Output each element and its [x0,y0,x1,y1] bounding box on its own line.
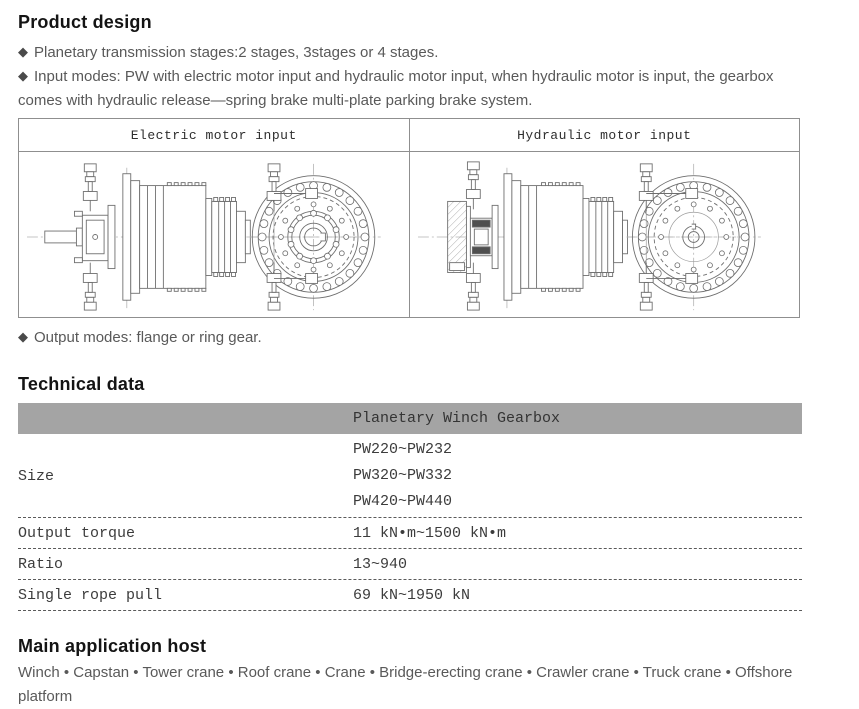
application-list: Winch • Capstan • Tower crane • Roof crane • Crane • Bridge-erecting crane • Crawler crane • Truck crane • Offshore platform [18,664,793,705]
front-view-drawing [246,164,380,310]
table-header: Planetary Winch Gearbox [18,403,802,434]
table-row-size [18,434,802,518]
ring-gear-drum [588,201,613,272]
row-label: Size [18,467,55,485]
row-value [353,437,802,515]
row-value: 13~940 [353,555,408,573]
row-label: Ratio [18,555,64,573]
gearbox-body [140,186,206,289]
mounting-flange [503,174,511,300]
row-label: Output torque [18,524,136,542]
diagram-body-row [19,152,799,317]
table-row-single-rope-pull [18,580,802,611]
grease-fitting-icon [83,164,97,211]
row-value: 69 kN~1950 kN [353,586,471,604]
electric-motor-input-panel [19,152,409,317]
diamond-bullet-icon: ◆ [18,330,28,345]
hydraulic-motor-input-caption: Hydraulic motor input [409,119,800,151]
bullet-input-modes-text: Input modes: PW with electric motor input and hydraulic motor input, when hydraulic motor is input, the gearbox comes with hydraulic release—spring brake multi-plate parking brake system. [18,68,774,109]
motor-input-diagram [18,118,800,318]
size-range: PW420~PW440 [353,493,453,510]
size-range: PW320~PW332 [353,467,453,484]
gearbox-body [520,186,582,289]
technical-data-title: Technical data [18,374,145,394]
grease-fitting-icon [83,263,97,310]
ring-gear-drum [212,201,237,272]
grease-fitting-icon [639,164,653,211]
grease-fitting-icon [639,263,653,310]
diamond-bullet-icon: ◆ [18,69,28,84]
main-application-title: Main application host [18,636,207,656]
mounting-flange [123,174,131,300]
bullet-output-modes-text: Output modes: flange or ring gear. [34,329,262,346]
hydraulic-gearbox-drawing [410,152,800,317]
technical-data-table [18,403,802,611]
bullet-input-modes [18,65,808,112]
row-label: Single rope pull [18,586,163,604]
front-view-drawing [626,164,760,310]
row-value: 11 kN•m~1500 kN•m [353,524,507,542]
keyway-notch [691,224,695,229]
bullet-output-modes [18,326,808,350]
bullet-stages-text: Planetary transmission stages:2 stages, 3stages or 4 stages. [34,44,439,61]
grease-fitting-icon [466,263,480,310]
hydraulic-motor-flange [447,201,466,272]
keyway-notch [320,233,325,241]
diamond-bullet-icon: ◆ [18,45,28,60]
size-range: PW220~PW232 [353,441,453,458]
diagram-header-row [19,119,799,152]
electric-motor-input-caption: Electric motor input [130,127,297,143]
bullet-stages [18,41,808,65]
hydraulic-motor-input-panel [409,152,800,317]
table-row-output-torque [18,518,802,549]
table-row-ratio [18,549,802,580]
electric-gearbox-drawing [19,152,409,317]
page-title: Product design [18,12,152,32]
grease-fitting-icon [466,162,480,209]
